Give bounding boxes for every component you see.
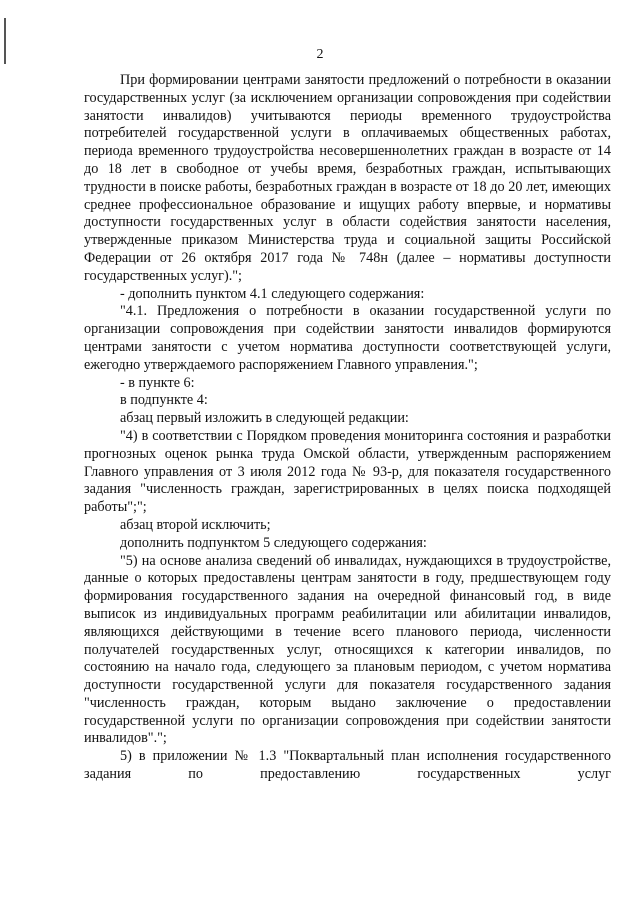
paragraph-add-item-4-1: - дополнить пунктом 4.1 следующего содержания: <box>120 285 425 302</box>
page-number: 2 <box>316 47 324 62</box>
paragraph-add-subitem-5: дополнить подпунктом 5 следующего содержания: <box>120 534 427 551</box>
paragraph-item-4-1-text: "4.1. Предложения о потребности в оказании государственной услуги по организации сопровождения при содействии занятости инвалидов формируются центрами занятости с учетом норматива доступности соответствующей услуги, ежегодно утверждаемого распоряжением Главного управления."; <box>84 303 611 373</box>
paragraph-first-abzac-edit: абзац первый изложить в следующей редакции: <box>120 410 409 427</box>
paragraph-subitem-5-text: "5) на основе анализа сведений об инвалидах, нуждающихся в трудоустройстве, данные о которых предоставлены центрам занятости в году, предшествующем году формирования государственного задания на очередной финансовый год, в виде выписок из индивидуальных программ реабилитации или абилитации инвалидов, являющихся действующими в течение всего планового периода, численности получателей государственных услуг, относящихся к категории инвалидов, по состоянию на начало года, следующего за плановым периодом, с учетом норматива доступности государственной услуги для показателя государственного задания "численность граждан, которым выдано заключение о предоставлении государственной услуги по организации сопровождения при содействии занятости инвалидов"."; <box>84 552 611 747</box>
paragraph-in-item-6: - в пункте 6: <box>120 374 195 391</box>
document-body <box>84 72 611 784</box>
paragraph-subitem-4-text: "4) в соответствии с Порядком проведения мониторинга состояния и разработки прогнозных оценок рынка труда Омской области, утвержденным распоряжением Главного управления от 3 июля 2012 года № 93-р, для показателя государственного задания "численность граждан, зарегистрированных в целях поиска подходящей работы";"; <box>84 427 611 516</box>
paragraph-appendix-1-3: 5) в приложении № 1.3 "Поквартальный план исполнения государственного задания по предоставлению государственных услуг <box>84 748 611 783</box>
paragraph-in-subitem-4: в подпункте 4: <box>120 392 208 409</box>
paragraph-centers-proposals: При формировании центрами занятости предложений о потребности в оказании государственных услуг (за исключением организации сопровождения при содействии занятости инвалидов) учитываются периоды временного трудоустройства потребителей государственной услуги в оплачиваемых общественных работах, периода временного трудоустройства несовершеннолетних граждан в возрасте от 14 до 18 лет в свободное от учебы время, безработных граждан, испытывающих трудности в поиске работы, безработных граждан в возрасте от 18 до 20 лет, имеющих среднее профессиональное образование и ищущих работу впервые, и нормативы доступности государственных услуг в области содействия занятости населения, утвержденные приказом Министерства труда и социальной защиты Российской Федерации от 26 октября 2017 года № 748н (далее – нормативы доступности государственных услуг)."; <box>84 72 611 284</box>
paragraph-second-abzac-exclude: абзац второй исключить; <box>120 516 271 533</box>
